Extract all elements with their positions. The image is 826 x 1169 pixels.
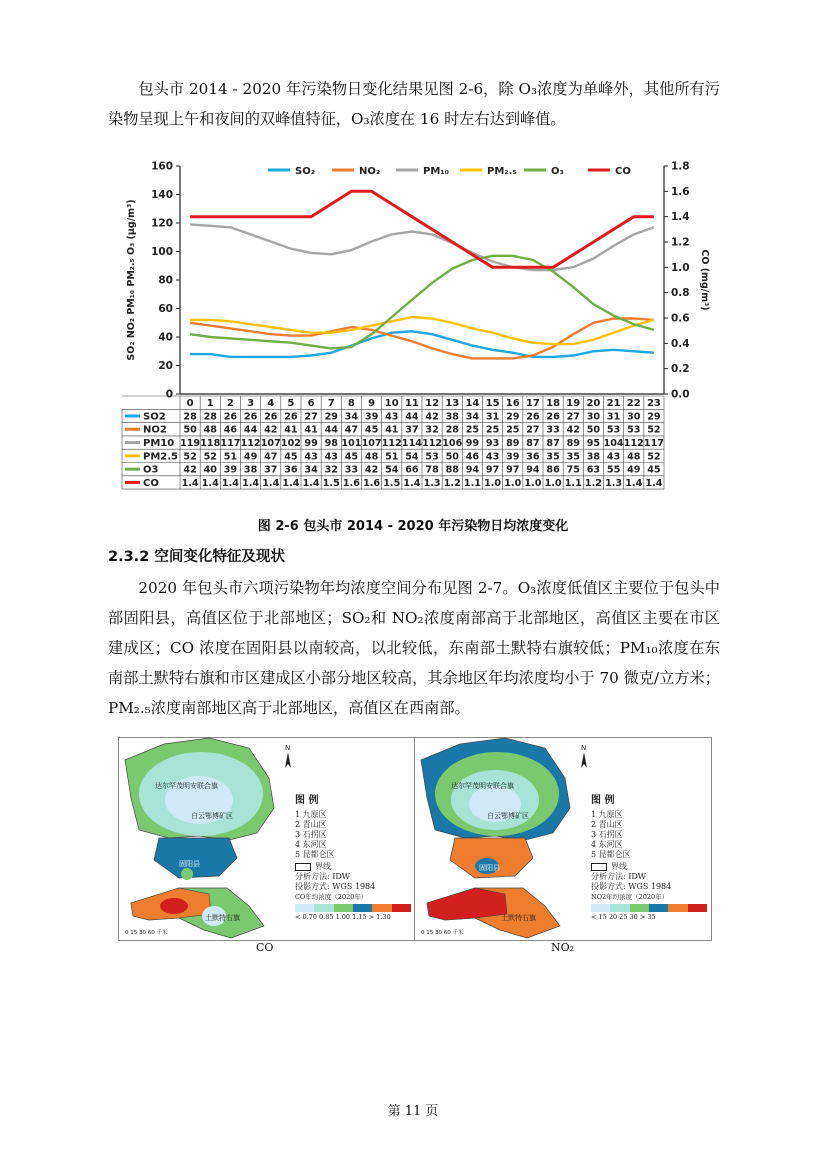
table-cell: 43 bbox=[385, 411, 399, 423]
left-tick-label: 60 bbox=[158, 303, 173, 315]
co-map-caption: CO bbox=[256, 941, 274, 954]
table-cell: 38 bbox=[243, 464, 258, 476]
table-cell: 29 bbox=[324, 411, 338, 423]
left-tick-label: 100 bbox=[151, 246, 173, 258]
table-cell: 87 bbox=[546, 438, 560, 449]
legend-label: PM₂.₅ bbox=[487, 166, 517, 177]
table-cell: 46 bbox=[465, 451, 480, 463]
pollutant-diurnal-chart bbox=[108, 152, 710, 508]
table-cell: 1.0 bbox=[544, 477, 562, 489]
table-cell: 46 bbox=[223, 424, 238, 436]
left-tick-label: 80 bbox=[158, 274, 173, 287]
table-cell: 43 bbox=[606, 451, 621, 463]
table-cell: 38 bbox=[445, 411, 459, 423]
table-x-header: 2 bbox=[226, 397, 234, 409]
co-map-legend bbox=[295, 796, 411, 922]
table-cell: 34 bbox=[344, 411, 359, 423]
table-x-header: 5 bbox=[287, 397, 295, 409]
scale-swatch bbox=[334, 904, 353, 912]
right-tick-label: 0.0 bbox=[671, 388, 690, 401]
table-cell: 52 bbox=[183, 451, 197, 463]
district-4: 4 东河区 bbox=[295, 840, 327, 849]
table-cell: 1.5 bbox=[322, 477, 340, 489]
table-cell: 39 bbox=[364, 411, 379, 423]
map-scalebar: 0 15 30 60 千米 bbox=[421, 930, 464, 936]
right-tick-label: 0.2 bbox=[671, 363, 690, 376]
table-cell: 36 bbox=[284, 464, 298, 476]
scale-swatch bbox=[314, 904, 333, 912]
table-series-name: SO2 bbox=[143, 411, 166, 423]
table-cell: 50 bbox=[586, 424, 601, 436]
method-text: 分析方法: IDW bbox=[591, 872, 647, 881]
no2-map bbox=[414, 737, 712, 941]
right-tick-label: 1.0 bbox=[671, 261, 690, 274]
table-cell: 114 bbox=[401, 438, 422, 449]
table-x-header: 21 bbox=[606, 397, 621, 409]
page-number: 第 11 页 bbox=[387, 1104, 439, 1119]
table-cell: 94 bbox=[526, 464, 540, 476]
table-x-header: 6 bbox=[307, 397, 315, 409]
no2-map-legend bbox=[591, 796, 707, 922]
table-cell: 28 bbox=[445, 424, 459, 436]
no2-map-caption: NO₂ bbox=[551, 941, 575, 954]
table-cell: 1.4 bbox=[221, 477, 239, 489]
legend-label: NO₂ bbox=[359, 166, 381, 177]
right-tick-label: 1.4 bbox=[671, 211, 690, 224]
table-x-header: 11 bbox=[404, 397, 419, 409]
table-cell: 45 bbox=[344, 451, 359, 463]
map-banner-name: 达尔罕茂明安联合旗 bbox=[451, 782, 514, 790]
table-cell: 1.4 bbox=[302, 477, 320, 489]
table-cell: 107 bbox=[260, 438, 281, 449]
table-cell: 117 bbox=[643, 438, 664, 449]
table-cell: 37 bbox=[405, 424, 419, 436]
right-tick-label: 1.2 bbox=[671, 236, 690, 249]
table-cell: 27 bbox=[304, 411, 318, 423]
table-cell: 32 bbox=[324, 464, 338, 476]
table-cell: 86 bbox=[546, 464, 560, 476]
table-series-name: CO bbox=[143, 477, 159, 489]
map-scalebar: 0 15 30 60 千米 bbox=[125, 930, 168, 936]
table-cell: 1.0 bbox=[484, 477, 502, 489]
table-cell: 49 bbox=[243, 451, 258, 463]
district-3: 3 石拐区 bbox=[591, 830, 623, 839]
table-cell: 45 bbox=[284, 451, 298, 463]
table-x-header: 19 bbox=[566, 397, 581, 409]
table-cell: 119 bbox=[180, 438, 201, 449]
table-cell: 107 bbox=[361, 438, 382, 449]
table-cell: 1.4 bbox=[282, 477, 300, 489]
table-cell: 34 bbox=[465, 411, 480, 423]
table-cell: 1.4 bbox=[262, 477, 280, 489]
table-cell: 112 bbox=[240, 438, 261, 449]
boundary-legend bbox=[591, 862, 707, 872]
table-cell: 35 bbox=[546, 451, 560, 463]
table-cell: 51 bbox=[385, 451, 399, 463]
table-cell: 26 bbox=[284, 411, 298, 423]
table-cell: 102 bbox=[280, 438, 301, 449]
table-cell: 26 bbox=[546, 411, 560, 423]
table-cell: 1.6 bbox=[363, 477, 381, 489]
projection-text: 投影方式: WGS 1984 bbox=[295, 882, 376, 891]
map-tumote-name: 土默特右旗 bbox=[501, 914, 536, 922]
scale-labels: < 0.70 0.85 1.00 1.15 > 1.30 bbox=[295, 913, 391, 921]
north-arrow-icon: N bbox=[285, 744, 291, 752]
method-text: 分析方法: IDW bbox=[295, 872, 351, 881]
table-cell: 117 bbox=[220, 438, 241, 449]
table-cell: 48 bbox=[364, 451, 379, 463]
right-tick-label: 0.8 bbox=[671, 287, 690, 300]
table-x-header: 18 bbox=[546, 397, 561, 409]
table-cell: 1.3 bbox=[423, 477, 441, 489]
table-cell: 40 bbox=[203, 464, 217, 476]
table-cell: 26 bbox=[243, 411, 258, 423]
table-cell: 52 bbox=[647, 424, 661, 436]
table-cell: 52 bbox=[203, 451, 217, 463]
table-cell: 1.3 bbox=[605, 477, 623, 489]
table-cell: 49 bbox=[627, 464, 641, 476]
table-x-header: 14 bbox=[465, 397, 480, 409]
table-cell: 97 bbox=[506, 464, 520, 476]
table-cell: 95 bbox=[586, 438, 601, 449]
table-cell: 99 bbox=[304, 438, 318, 449]
left-tick-label: 160 bbox=[151, 160, 173, 173]
table-cell: 1.1 bbox=[564, 477, 582, 489]
table-cell: 27 bbox=[566, 411, 580, 423]
table-cell: 44 bbox=[243, 424, 258, 436]
boundary-label: 界线 bbox=[611, 862, 627, 871]
table-cell: 66 bbox=[405, 464, 419, 476]
table-cell: 75 bbox=[566, 464, 580, 476]
district-2: 2 青山区 bbox=[295, 820, 327, 829]
table-cell: 42 bbox=[364, 464, 379, 476]
boundary-swatch bbox=[591, 863, 607, 871]
table-cell: 1.2 bbox=[443, 477, 461, 489]
table-cell: 35 bbox=[566, 451, 580, 463]
table-cell: 36 bbox=[526, 451, 540, 463]
scale-swatch bbox=[295, 904, 314, 912]
table-cell: 51 bbox=[223, 451, 238, 463]
district-1: 1 九原区 bbox=[591, 810, 623, 819]
table-series-name: PM2.5 bbox=[143, 451, 178, 463]
table-cell: 37 bbox=[264, 464, 278, 476]
legend-title: 图 例 bbox=[295, 795, 319, 806]
table-cell: 63 bbox=[586, 464, 601, 476]
table-x-header: 1 bbox=[206, 397, 214, 409]
color-scale bbox=[295, 904, 411, 912]
table-cell: 99 bbox=[465, 438, 480, 449]
table-cell: 104 bbox=[603, 438, 624, 449]
table-cell: 55 bbox=[606, 464, 621, 476]
spatial-text: 2020 年包头市六项污染物年均浓度空间分布见图 2-7。O₃浓度低值区主要位于包头中部固阳县，高值区位于北部地区；SO₂和 NO₂浓度南部高于北部地区，高值区主要在市区建成区；CO 浓度在固阳县以南较高，以北较低，东南部土默特右旗较低；PM₁₀浓度在东南部土默特右旗和市区建成区小部分地区较高，其余地区年均浓度均小于 70 微克/立方米；PM₂.₅浓度南部地区高于北部地区，高值区在西南部。 bbox=[108, 579, 720, 717]
scale-labels: < 15 20 25 30 > 35 bbox=[591, 913, 656, 921]
boundary-legend bbox=[295, 862, 411, 872]
table-cell: 42 bbox=[566, 424, 580, 436]
legend-label: O₃ bbox=[551, 166, 564, 177]
table-cell: 1.1 bbox=[463, 477, 481, 489]
table-cell: 1.4 bbox=[181, 477, 199, 489]
scale-swatch bbox=[630, 904, 649, 912]
table-x-header: 10 bbox=[384, 397, 399, 409]
table-cell: 47 bbox=[264, 451, 278, 463]
table-cell: 25 bbox=[506, 424, 520, 436]
table-x-header: 4 bbox=[267, 397, 275, 409]
table-cell: 98 bbox=[324, 438, 338, 449]
table-cell: 101 bbox=[341, 438, 362, 449]
table-cell: 1.2 bbox=[584, 477, 602, 489]
table-cell: 26 bbox=[264, 411, 278, 423]
table-x-header: 9 bbox=[368, 397, 376, 409]
left-tick-label: 40 bbox=[158, 331, 173, 344]
table-cell: 43 bbox=[324, 451, 338, 463]
table-x-header: 12 bbox=[425, 397, 440, 409]
table-cell: 29 bbox=[506, 411, 520, 423]
legend-label: CO bbox=[615, 166, 631, 177]
intro-text: 包头市 2014 - 2020 年污染物日变化结果见图 2-6，除 O₃浓度为单峰外，其他所有污染物呈现上午和夜间的双峰值特征，O₃浓度在 16 时左右达到峰值。 bbox=[108, 80, 720, 128]
table-cell: 39 bbox=[506, 451, 520, 463]
table-x-header: 23 bbox=[646, 397, 661, 409]
table-cell: 33 bbox=[546, 424, 560, 436]
table-cell: 26 bbox=[223, 411, 238, 423]
district-5: 5 昆都仑区 bbox=[295, 850, 335, 859]
scale-swatch bbox=[668, 904, 687, 912]
table-x-header: 8 bbox=[347, 397, 355, 409]
table-cell: 47 bbox=[344, 424, 359, 436]
table-cell: 41 bbox=[385, 424, 399, 436]
table-cell: 1.6 bbox=[342, 477, 360, 489]
table-x-header: 7 bbox=[327, 397, 335, 409]
right-tick-label: 0.6 bbox=[671, 312, 690, 325]
table-cell: 43 bbox=[485, 451, 500, 463]
left-tick-label: 120 bbox=[151, 217, 173, 230]
table-cell: 88 bbox=[445, 464, 459, 476]
table-cell: 29 bbox=[647, 411, 661, 423]
left-tick-label: 20 bbox=[158, 360, 173, 372]
table-cell: 1.0 bbox=[504, 477, 522, 489]
left-tick-label: 140 bbox=[151, 189, 173, 201]
table-cell: 31 bbox=[606, 411, 621, 423]
table-cell: 112 bbox=[422, 438, 443, 449]
scale-swatch bbox=[392, 904, 411, 912]
table-cell: 1.5 bbox=[383, 477, 401, 489]
table-cell: 45 bbox=[364, 424, 379, 436]
table-cell: 28 bbox=[203, 411, 217, 423]
intro-paragraph bbox=[108, 74, 720, 134]
map-guyang-name: 固阳县 bbox=[179, 860, 200, 868]
left-tick-label: 0 bbox=[165, 388, 173, 401]
table-cell: 25 bbox=[485, 424, 500, 436]
district-2: 2 青山区 bbox=[591, 820, 623, 829]
scale-swatch bbox=[591, 904, 610, 912]
table-cell: 1.4 bbox=[645, 477, 663, 489]
table-cell: 33 bbox=[344, 464, 359, 476]
table-x-header: 16 bbox=[505, 397, 520, 409]
right-tick-label: 1.8 bbox=[671, 160, 690, 173]
table-cell: 31 bbox=[485, 411, 500, 423]
table-cell: 1.4 bbox=[625, 477, 643, 489]
scale-swatch bbox=[353, 904, 372, 912]
table-cell: 112 bbox=[623, 438, 644, 449]
scale-title: NO2年均浓度（2020年） bbox=[591, 893, 669, 901]
table-cell: 27 bbox=[526, 424, 540, 436]
left-axis-title: SO₂ NO₂ PM₁₀ PM₂.₅ O₃ (μg/m³) bbox=[126, 199, 137, 361]
table-cell: 1.4 bbox=[403, 477, 421, 489]
table-cell: 30 bbox=[627, 411, 641, 423]
table-cell: 44 bbox=[405, 411, 419, 423]
table-x-header: 17 bbox=[525, 397, 540, 409]
table-cell: 45 bbox=[647, 464, 661, 476]
table-cell: 89 bbox=[506, 438, 520, 449]
scale-swatch bbox=[649, 904, 668, 912]
table-cell: 54 bbox=[405, 451, 419, 463]
table-cell: 78 bbox=[425, 464, 439, 476]
map-baiyun-name: 白云鄂博矿区 bbox=[191, 812, 233, 820]
table-cell: 94 bbox=[465, 464, 480, 476]
legend-label: PM₁₀ bbox=[423, 166, 450, 177]
district-1: 1 九原区 bbox=[295, 810, 327, 819]
table-cell: 28 bbox=[183, 411, 197, 423]
spatial-paragraph bbox=[108, 573, 720, 723]
table-cell: 54 bbox=[385, 464, 399, 476]
north-arrow-icon: N bbox=[581, 744, 587, 752]
table-cell: 30 bbox=[586, 411, 601, 423]
table-x-header: 0 bbox=[186, 397, 194, 409]
table-cell: 32 bbox=[425, 424, 439, 436]
table-cell: 1.0 bbox=[524, 477, 542, 489]
district-5: 5 昆都仑区 bbox=[591, 850, 631, 859]
table-series-name: O3 bbox=[143, 464, 159, 476]
table-cell: 44 bbox=[324, 424, 338, 436]
table-cell: 118 bbox=[200, 438, 221, 449]
scale-swatch bbox=[610, 904, 629, 912]
table-cell: 50 bbox=[183, 424, 197, 436]
table-cell: 25 bbox=[465, 424, 480, 436]
table-cell: 112 bbox=[381, 438, 402, 449]
boundary-swatch bbox=[295, 863, 311, 871]
table-cell: 43 bbox=[304, 451, 318, 463]
table-series-name: PM10 bbox=[143, 438, 175, 449]
projection-text: 投影方式: WGS 1984 bbox=[591, 882, 672, 891]
table-cell: 41 bbox=[284, 424, 298, 436]
table-cell: 1.4 bbox=[201, 477, 219, 489]
table-cell: 50 bbox=[445, 451, 459, 463]
table-cell: 53 bbox=[425, 451, 439, 463]
legend-label: SO₂ bbox=[295, 166, 316, 177]
scale-title: CO年均浓度（2020年） bbox=[295, 893, 368, 901]
table-cell: 48 bbox=[627, 451, 641, 463]
section-heading: 2.3.2 空间变化特征及现状 bbox=[108, 549, 285, 565]
scale-swatch bbox=[688, 904, 707, 912]
right-tick-label: 0.4 bbox=[671, 337, 690, 350]
table-cell: 106 bbox=[442, 438, 463, 449]
table-series-name: NO2 bbox=[143, 424, 167, 436]
color-scale bbox=[591, 904, 707, 912]
map-guyang-name: 固阳县 bbox=[479, 864, 500, 872]
table-cell: 48 bbox=[203, 424, 217, 436]
right-tick-label: 1.6 bbox=[671, 185, 690, 198]
series-line-co bbox=[190, 191, 654, 267]
table-cell: 53 bbox=[627, 424, 641, 436]
table-cell: 93 bbox=[485, 438, 500, 449]
scale-swatch bbox=[372, 904, 391, 912]
map-banner-name: 达尔罕茂明安联合旗 bbox=[155, 782, 218, 790]
boundary-label: 界线 bbox=[315, 862, 331, 871]
map-tumote-name: 土默特右旗 bbox=[205, 914, 240, 922]
district-4: 4 东河区 bbox=[591, 840, 623, 849]
table-cell: 41 bbox=[304, 424, 318, 436]
table-cell: 89 bbox=[566, 438, 580, 449]
table-cell: 87 bbox=[526, 438, 540, 449]
district-3: 3 石拐区 bbox=[295, 830, 327, 839]
table-cell: 42 bbox=[264, 424, 278, 436]
map-baiyun-name: 白云鄂博矿区 bbox=[487, 812, 529, 820]
legend-title: 图 例 bbox=[591, 795, 615, 806]
table-cell: 42 bbox=[425, 411, 439, 423]
table-cell: 34 bbox=[304, 464, 318, 476]
right-axis-title: CO (mg/m³) bbox=[699, 249, 710, 311]
figure-caption: 图 2-6 包头市 2014 - 2020 年污染物日均浓度变化 bbox=[257, 519, 569, 534]
table-cell: 97 bbox=[485, 464, 500, 476]
table-x-header: 13 bbox=[445, 397, 460, 409]
table-cell: 39 bbox=[223, 464, 238, 476]
table-cell: 38 bbox=[586, 451, 601, 463]
table-x-header: 15 bbox=[485, 397, 500, 409]
table-cell: 26 bbox=[526, 411, 540, 423]
table-x-header: 3 bbox=[247, 397, 255, 409]
table-cell: 42 bbox=[183, 464, 197, 476]
table-cell: 53 bbox=[606, 424, 621, 436]
table-x-header: 22 bbox=[626, 397, 641, 409]
table-cell: 52 bbox=[647, 451, 661, 463]
table-x-header: 20 bbox=[586, 397, 601, 409]
series-line-o3 bbox=[190, 256, 654, 349]
table-cell: 1.4 bbox=[242, 477, 260, 489]
co-map bbox=[118, 737, 416, 941]
